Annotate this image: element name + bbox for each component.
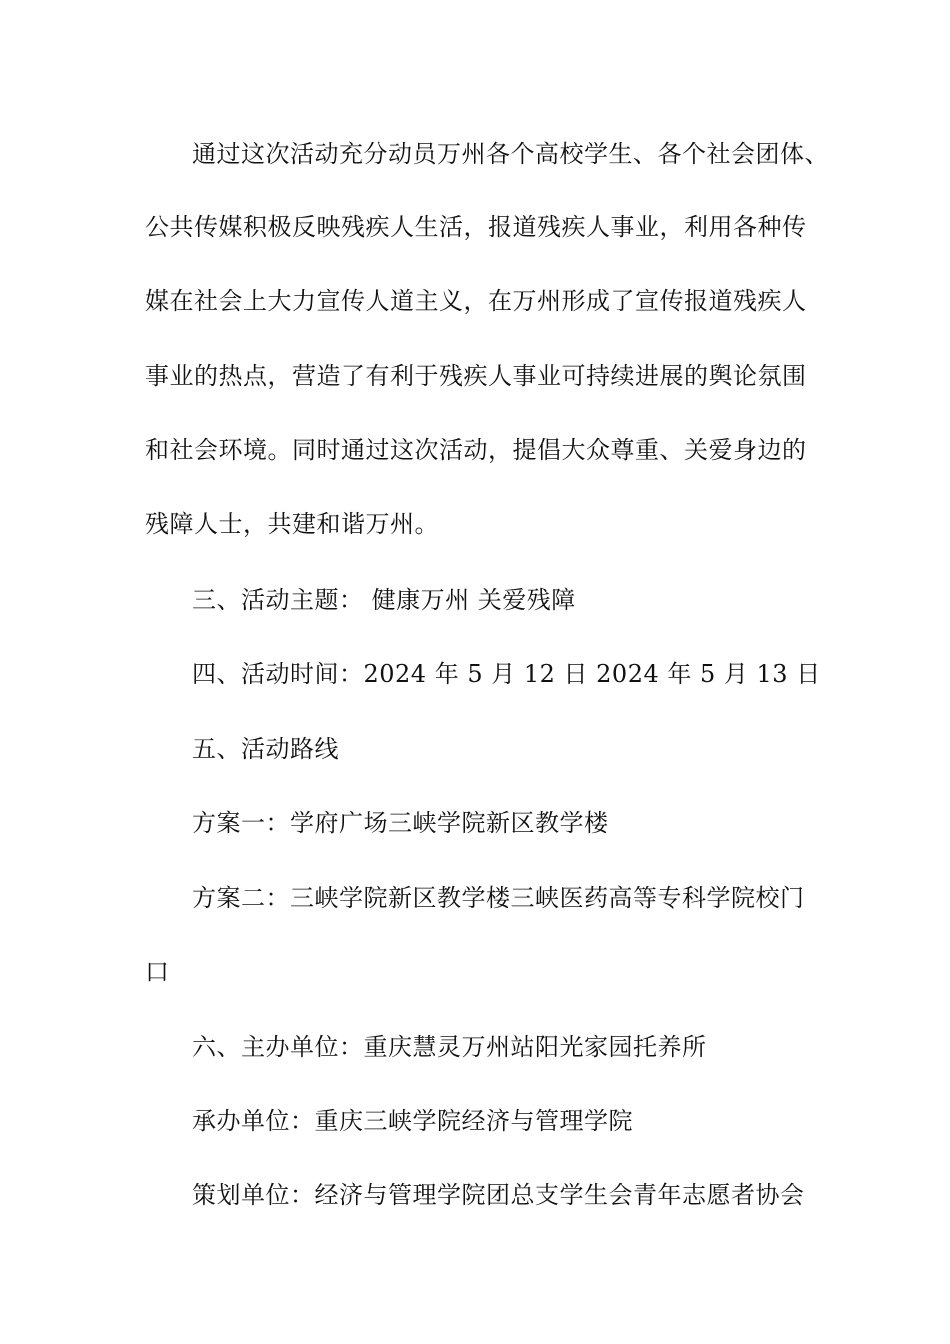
route-plan-2-line1: 方案二：三峡学院新区教学楼三峡医药高等专科学院校门	[192, 884, 805, 912]
intro-line-3: 媒在社会上大力宣传人道主义，在万州形成了宣传报道残疾人	[145, 287, 807, 315]
route-heading: 五、活动路线	[192, 735, 339, 763]
planner-line: 策划单位：经济与管理学院团总支学生会青年志愿者协会	[192, 1181, 805, 1209]
intro-line-6: 残障人士，共建和谐万州。	[145, 510, 439, 538]
organizer-line: 六、主办单位：重庆慧灵万州站阳光家园托养所	[192, 1033, 707, 1061]
intro-line-2: 公共传媒积极反映残疾人生活，报道残疾人事业，利用各种传	[145, 213, 807, 241]
intro-line-5: 和社会环境。同时通过这次活动，提倡大众尊重、关爱身边的	[145, 436, 807, 464]
intro-line-1: 通过这次活动充分动员万州各个高校学生、各个社会团体、	[192, 140, 829, 168]
route-plan-1: 方案一：学府广场三峡学院新区教学楼	[192, 809, 609, 837]
intro-line-4: 事业的热点，营造了有利于残疾人事业可持续进展的舆论氛围	[145, 362, 807, 390]
time-line: 四、活动时间：2024 年 5 月 12 日 2024 年 5 月 13 日	[192, 660, 821, 688]
route-plan-2-line2: 口	[145, 958, 170, 986]
host-line: 承办单位：重庆三峡学院经济与管理学院	[192, 1107, 633, 1135]
theme-line: 三、活动主题： 健康万州 关爱残障	[192, 586, 576, 614]
